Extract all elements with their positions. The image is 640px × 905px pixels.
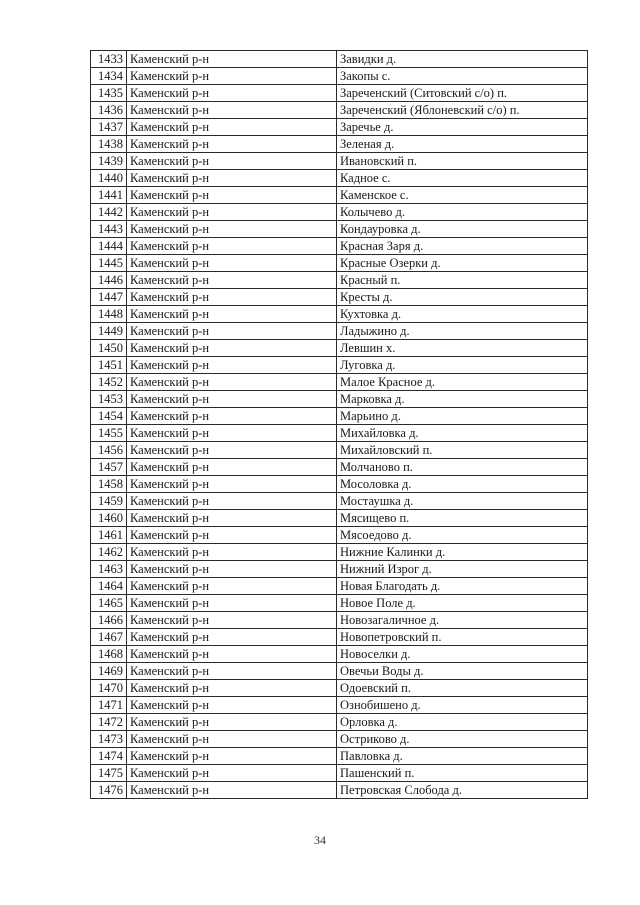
table-row (91, 578, 588, 595)
row-number-cell: 1463 (91, 561, 127, 578)
settlement-cell: Заречье д. (337, 119, 588, 136)
settlement-cell: Михайловка д. (337, 425, 588, 442)
row-number-cell: 1442 (91, 204, 127, 221)
settlement-cell: Зеленая д. (337, 136, 588, 153)
table-row (91, 646, 588, 663)
district-cell: Каменский р-н (127, 663, 337, 680)
table-row (91, 612, 588, 629)
settlement-cell: Новозагаличное д. (337, 612, 588, 629)
table-row (91, 357, 588, 374)
row-number-cell: 1434 (91, 68, 127, 85)
row-number-cell: 1439 (91, 153, 127, 170)
district-cell: Каменский р-н (127, 629, 337, 646)
table-row (91, 442, 588, 459)
table-row (91, 595, 588, 612)
settlement-cell: Луговка д. (337, 357, 588, 374)
settlement-cell: Красная Заря д. (337, 238, 588, 255)
row-number-cell: 1447 (91, 289, 127, 306)
district-cell: Каменский р-н (127, 153, 337, 170)
table-row (91, 697, 588, 714)
table-row (91, 170, 588, 187)
district-cell: Каменский р-н (127, 680, 337, 697)
district-cell: Каменский р-н (127, 476, 337, 493)
table-row (91, 85, 588, 102)
row-number-cell: 1451 (91, 357, 127, 374)
district-cell: Каменский р-н (127, 102, 337, 119)
table-row (91, 527, 588, 544)
district-cell: Каменский р-н (127, 289, 337, 306)
table-row (91, 680, 588, 697)
row-number-cell: 1453 (91, 391, 127, 408)
table-row (91, 272, 588, 289)
row-number-cell: 1452 (91, 374, 127, 391)
district-cell: Каменский р-н (127, 561, 337, 578)
settlement-cell: Кондауровка д. (337, 221, 588, 238)
district-cell: Каменский р-н (127, 272, 337, 289)
settlement-cell: Мостаушка д. (337, 493, 588, 510)
table-body (91, 51, 588, 799)
settlements-table (90, 50, 588, 799)
table-row (91, 765, 588, 782)
district-cell: Каменский р-н (127, 731, 337, 748)
settlement-cell: Петровская Слобода д. (337, 782, 588, 799)
district-cell: Каменский р-н (127, 612, 337, 629)
table-row (91, 510, 588, 527)
district-cell: Каменский р-н (127, 765, 337, 782)
table-row (91, 374, 588, 391)
settlement-cell: Ивановский п. (337, 153, 588, 170)
row-number-cell: 1459 (91, 493, 127, 510)
table-row (91, 187, 588, 204)
row-number-cell: 1460 (91, 510, 127, 527)
row-number-cell: 1473 (91, 731, 127, 748)
settlement-cell: Молчаново п. (337, 459, 588, 476)
district-cell: Каменский р-н (127, 510, 337, 527)
row-number-cell: 1464 (91, 578, 127, 595)
row-number-cell: 1469 (91, 663, 127, 680)
page-number: 34 (314, 833, 326, 847)
row-number-cell: 1455 (91, 425, 127, 442)
settlement-cell: Мясищево п. (337, 510, 588, 527)
district-cell: Каменский р-н (127, 68, 337, 85)
table-row (91, 782, 588, 799)
settlement-cell: Одоевский п. (337, 680, 588, 697)
table-row (91, 340, 588, 357)
district-cell: Каменский р-н (127, 238, 337, 255)
table-row (91, 663, 588, 680)
table-row (91, 748, 588, 765)
table-row (91, 136, 588, 153)
settlement-cell: Красный п. (337, 272, 588, 289)
settlement-cell: Марковка д. (337, 391, 588, 408)
district-cell: Каменский р-н (127, 340, 337, 357)
district-cell: Каменский р-н (127, 374, 337, 391)
row-number-cell: 1454 (91, 408, 127, 425)
row-number-cell: 1443 (91, 221, 127, 238)
district-cell: Каменский р-н (127, 697, 337, 714)
table-row (91, 221, 588, 238)
settlement-cell: Левшин х. (337, 340, 588, 357)
district-cell: Каменский р-н (127, 204, 337, 221)
settlement-cell: Павловка д. (337, 748, 588, 765)
district-cell: Каменский р-н (127, 544, 337, 561)
table-row (91, 238, 588, 255)
table-row (91, 153, 588, 170)
district-cell: Каменский р-н (127, 442, 337, 459)
settlement-cell: Новопетровский п. (337, 629, 588, 646)
settlement-cell: Закопы с. (337, 68, 588, 85)
row-number-cell: 1471 (91, 697, 127, 714)
row-number-cell: 1433 (91, 51, 127, 68)
row-number-cell: 1467 (91, 629, 127, 646)
row-number-cell: 1465 (91, 595, 127, 612)
district-cell: Каменский р-н (127, 391, 337, 408)
settlement-cell: Завидки д. (337, 51, 588, 68)
table-row (91, 459, 588, 476)
row-number-cell: 1437 (91, 119, 127, 136)
district-cell: Каменский р-н (127, 459, 337, 476)
row-number-cell: 1448 (91, 306, 127, 323)
district-cell: Каменский р-н (127, 714, 337, 731)
table-row (91, 731, 588, 748)
table-row (91, 119, 588, 136)
settlement-cell: Михайловский п. (337, 442, 588, 459)
table-row (91, 51, 588, 68)
settlement-cell: Зареченский (Ситовский с/о) п. (337, 85, 588, 102)
row-number-cell: 1441 (91, 187, 127, 204)
settlement-cell: Пашенский п. (337, 765, 588, 782)
district-cell: Каменский р-н (127, 85, 337, 102)
row-number-cell: 1440 (91, 170, 127, 187)
settlement-cell: Новая Благодать д. (337, 578, 588, 595)
table-row (91, 255, 588, 272)
settlement-cell: Новоселки д. (337, 646, 588, 663)
row-number-cell: 1436 (91, 102, 127, 119)
district-cell: Каменский р-н (127, 748, 337, 765)
row-number-cell: 1449 (91, 323, 127, 340)
table-row (91, 493, 588, 510)
table-row (91, 476, 588, 493)
district-cell: Каменский р-н (127, 119, 337, 136)
settlement-cell: Новое Поле д. (337, 595, 588, 612)
row-number-cell: 1457 (91, 459, 127, 476)
district-cell: Каменский р-н (127, 578, 337, 595)
district-cell: Каменский р-н (127, 136, 337, 153)
table-row (91, 289, 588, 306)
row-number-cell: 1472 (91, 714, 127, 731)
district-cell: Каменский р-н (127, 646, 337, 663)
settlement-cell: Ладыжино д. (337, 323, 588, 340)
table-row (91, 544, 588, 561)
district-cell: Каменский р-н (127, 221, 337, 238)
table-row (91, 714, 588, 731)
row-number-cell: 1475 (91, 765, 127, 782)
settlement-cell: Овечьи Воды д. (337, 663, 588, 680)
table-row (91, 408, 588, 425)
row-number-cell: 1461 (91, 527, 127, 544)
settlement-cell: Красные Озерки д. (337, 255, 588, 272)
table-row (91, 102, 588, 119)
row-number-cell: 1470 (91, 680, 127, 697)
settlement-cell: Ознобишено д. (337, 697, 588, 714)
row-number-cell: 1456 (91, 442, 127, 459)
settlement-cell: Кадное с. (337, 170, 588, 187)
district-cell: Каменский р-н (127, 306, 337, 323)
table-row (91, 391, 588, 408)
row-number-cell: 1468 (91, 646, 127, 663)
table-row (91, 68, 588, 85)
row-number-cell: 1476 (91, 782, 127, 799)
district-cell: Каменский р-н (127, 357, 337, 374)
settlement-cell: Кресты д. (337, 289, 588, 306)
settlement-cell: Мясоедово д. (337, 527, 588, 544)
row-number-cell: 1446 (91, 272, 127, 289)
table-row (91, 561, 588, 578)
row-number-cell: 1462 (91, 544, 127, 561)
row-number-cell: 1450 (91, 340, 127, 357)
row-number-cell: 1466 (91, 612, 127, 629)
settlement-cell: Малое Красное д. (337, 374, 588, 391)
district-cell: Каменский р-н (127, 527, 337, 544)
settlement-cell: Мосоловка д. (337, 476, 588, 493)
settlement-cell: Нижний Изрог д. (337, 561, 588, 578)
table-row (91, 306, 588, 323)
settlement-cell: Кухтовка д. (337, 306, 588, 323)
settlement-cell: Марьино д. (337, 408, 588, 425)
table-row (91, 204, 588, 221)
district-cell: Каменский р-н (127, 255, 337, 272)
row-number-cell: 1445 (91, 255, 127, 272)
row-number-cell: 1435 (91, 85, 127, 102)
table-row (91, 425, 588, 442)
settlement-cell: Остриково д. (337, 731, 588, 748)
settlement-cell: Зареченский (Яблоневский с/о) п. (337, 102, 588, 119)
row-number-cell: 1438 (91, 136, 127, 153)
row-number-cell: 1474 (91, 748, 127, 765)
district-cell: Каменский р-н (127, 493, 337, 510)
district-cell: Каменский р-н (127, 595, 337, 612)
table-row (91, 629, 588, 646)
settlement-cell: Нижние Калинки д. (337, 544, 588, 561)
district-cell: Каменский р-н (127, 782, 337, 799)
district-cell: Каменский р-н (127, 425, 337, 442)
district-cell: Каменский р-н (127, 187, 337, 204)
settlement-cell: Колычево д. (337, 204, 588, 221)
district-cell: Каменский р-н (127, 170, 337, 187)
table-row (91, 323, 588, 340)
district-cell: Каменский р-н (127, 51, 337, 68)
row-number-cell: 1444 (91, 238, 127, 255)
settlement-cell: Орловка д. (337, 714, 588, 731)
district-cell: Каменский р-н (127, 323, 337, 340)
row-number-cell: 1458 (91, 476, 127, 493)
district-cell: Каменский р-н (127, 408, 337, 425)
settlement-cell: Каменское с. (337, 187, 588, 204)
